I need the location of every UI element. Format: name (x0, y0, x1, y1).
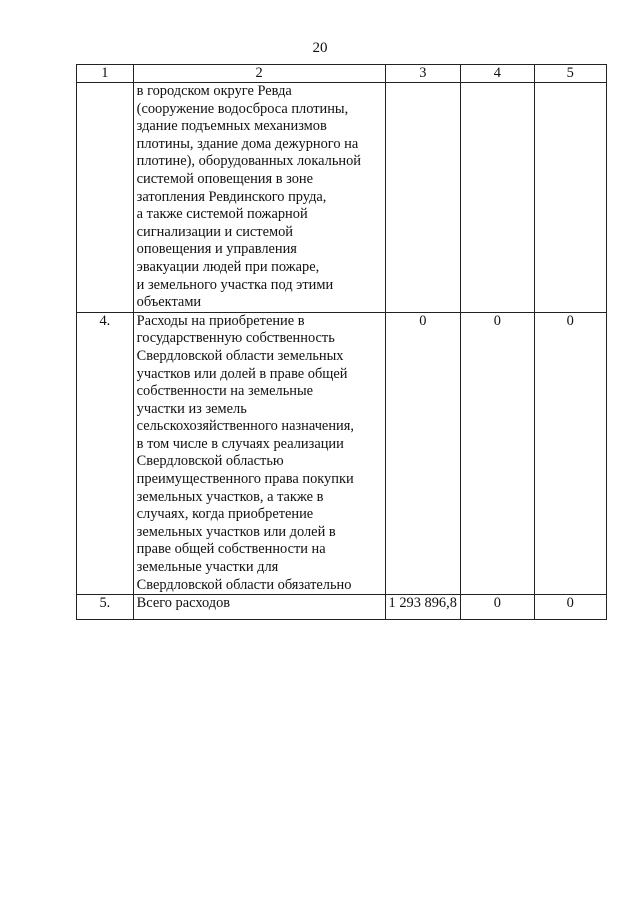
column-header-1: 1 (77, 65, 134, 83)
total-expenses-value: 1 293 896,8 (385, 595, 461, 620)
row-value-col5 (534, 83, 606, 313)
row-value-col3: 0 (385, 312, 461, 595)
row-number (77, 83, 134, 313)
table-row-total (77, 595, 607, 620)
row-value-col5: 0 (534, 595, 606, 620)
row-value-col5: 0 (534, 312, 606, 595)
row-description: Расходы на приобретение в государственную собственность Свердловской области земельных участков или долей в праве общей собственности на земельные участки из земель сельскохозяйственного назначения, в том числе в случаях реализации Свердловской областью преимущественного права покупки земельных участков, а также в случаях, когда приобретение земельных участков или долей в праве общей собственности на земельные участки для Свердловской области обязательно (133, 312, 385, 595)
table-row (77, 312, 607, 595)
column-header-4: 4 (461, 65, 534, 83)
table-header-row (77, 65, 607, 83)
table-row (77, 83, 607, 313)
budget-table (76, 64, 607, 620)
row-value-col4: 0 (461, 595, 534, 620)
row-number: 5. (77, 595, 134, 620)
column-header-2: 2 (133, 65, 385, 83)
row-description: Всего расходов (133, 595, 385, 620)
row-number: 4. (77, 312, 134, 595)
row-description: в городском округе Ревда (сооружение водосброса плотины, здание подъемных механизмов плотины, здание дома дежурного на плотине), оборудованных локальной системой оповещения в зоне затопления Ревдинского пруда, а также системой пожарной сигнализации и системой оповещения и управления эвакуации людей при пожаре, и земельного участка под этими объектами (133, 83, 385, 313)
row-value-col3 (385, 83, 461, 313)
row-value-col4: 0 (461, 312, 534, 595)
page-number: 20 (312, 40, 328, 56)
column-header-3: 3 (385, 65, 461, 83)
row-value-col4 (461, 83, 534, 313)
column-header-5: 5 (534, 65, 606, 83)
